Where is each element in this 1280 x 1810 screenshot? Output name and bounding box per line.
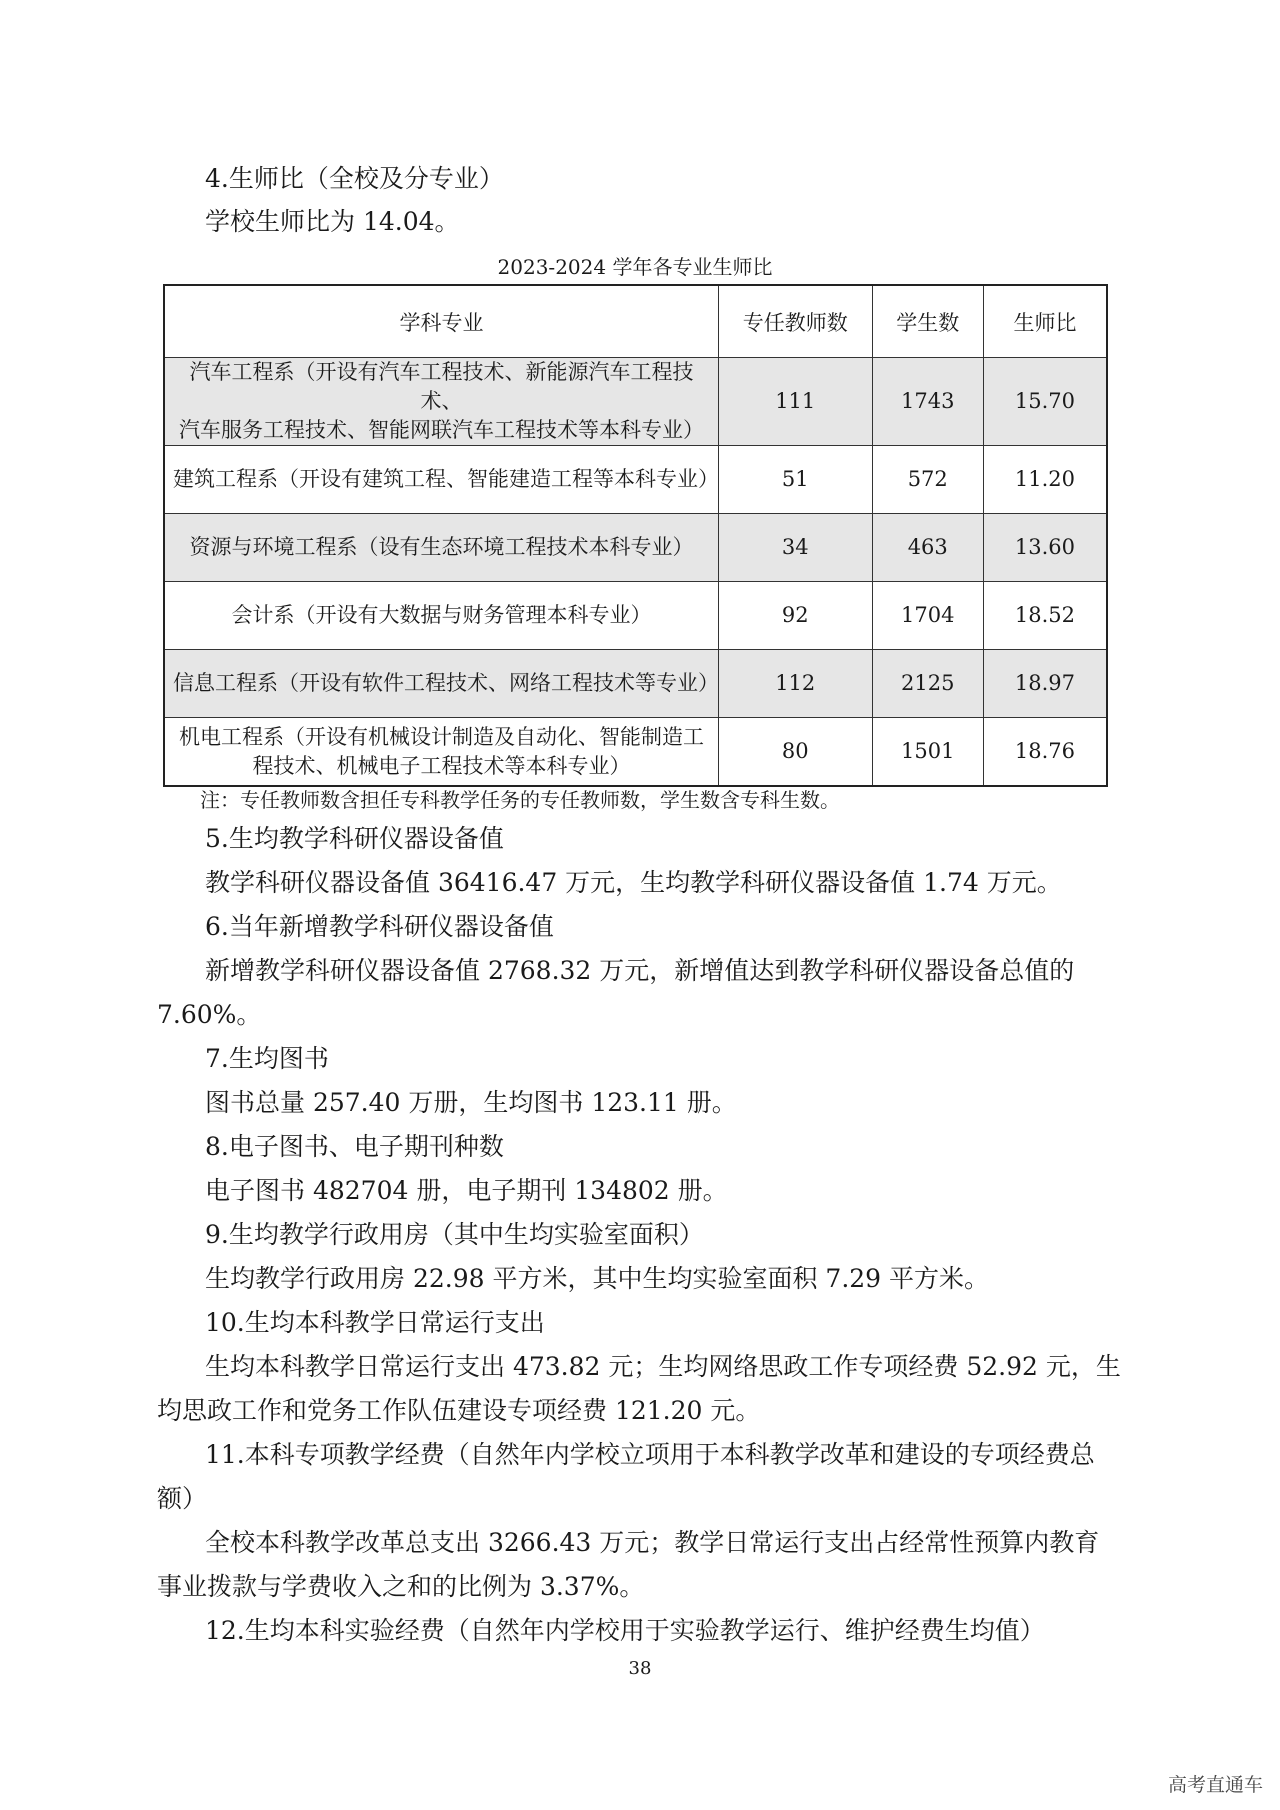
teachers-cell: 51: [718, 446, 872, 514]
ratio-cell: 13.60: [983, 514, 1107, 582]
section-heading-11-line-2: 额）: [157, 1484, 208, 1513]
table-caption: 2023-2024 学年各专业生师比: [497, 255, 773, 279]
student-teacher-ratio-table: [163, 284, 1108, 787]
teachers-cell: 80: [718, 718, 872, 787]
paragraph-9: 生均教学行政用房 22.98 平方米，其中生均实验室面积 7.29 平方米。: [205, 1264, 990, 1293]
ratio-cell: 18.97: [983, 650, 1107, 718]
students-cell: 1743: [872, 358, 983, 446]
students-cell: 2125: [872, 650, 983, 718]
teachers-cell: 92: [718, 582, 872, 650]
paragraph-6-line-1: 新增教学科研仪器设备值 2768.32 万元，新增值达到教学科研仪器设备总值的: [205, 956, 1075, 985]
paragraph-8: 电子图书 482704 册，电子期刊 134802 册。: [205, 1176, 728, 1205]
section-heading-5: 5.生均教学科研仪器设备值: [205, 824, 504, 853]
dept-line: 汽车服务工程技术、智能网联汽车工程技术等本科专业）: [178, 418, 704, 442]
dept-line: 信息工程系（开设有软件工程技术、网络工程技术等专业）: [173, 671, 719, 695]
ratio-cell: 18.76: [983, 718, 1107, 787]
dept-cell: [164, 650, 718, 718]
teachers-cell: 111: [718, 358, 872, 446]
watermark: 高考直通车: [1167, 1774, 1263, 1796]
page-number: 38: [628, 1658, 652, 1679]
dept-cell: [164, 358, 718, 446]
dept-line: 会计系（开设有大数据与财务管理本科专业）: [231, 603, 652, 627]
students-cell: 1501: [872, 718, 983, 787]
paragraph-5: 教学科研仪器设备值 36416.47 万元，生均教学科研仪器设备值 1.74 万元。: [205, 868, 1062, 897]
dept-cell: [164, 718, 718, 787]
teachers-cell: 34: [718, 514, 872, 582]
students-cell: 463: [872, 514, 983, 582]
header-teachers: 专任教师数: [718, 285, 872, 358]
students-cell: 1704: [872, 582, 983, 650]
section-heading-11-line-1: 11.本科专项教学经费（自然年内学校立项用于本科教学改革和建设的专项经费总: [205, 1440, 1095, 1469]
header-discipline: 学科专业: [164, 285, 718, 358]
paragraph-11-line-1: 全校本科教学改革总支出 3266.43 万元；教学日常运行支出占经常性预算内教育: [205, 1528, 1100, 1557]
dept-line: 建筑工程系（开设有建筑工程、智能建造工程等本科专业）: [173, 467, 719, 491]
table-row: [164, 718, 1107, 787]
students-cell: 572: [872, 446, 983, 514]
paragraph-11-line-2: 事业拨款与学费收入之和的比例为 3.37%。: [157, 1572, 645, 1601]
dept-cell: [164, 514, 718, 582]
dept-line: 程技术、机械电子工程技术等本科专业）: [252, 753, 631, 778]
ratio-cell: 18.52: [983, 582, 1107, 650]
paragraph-10-line-1: 生均本科教学日常运行支出 473.82 元；生均网络思政工作专项经费 52.92 元，生: [205, 1352, 1121, 1381]
section-heading-4: 4.生师比（全校及分专业）: [205, 164, 504, 193]
table-header-row: [164, 285, 1107, 358]
paragraph-6-line-2: 7.60%。: [157, 1000, 262, 1029]
paragraph-4: 学校生师比为 14.04。: [205, 207, 460, 236]
header-students: 学生数: [872, 285, 983, 358]
section-heading-10: 10.生均本科教学日常运行支出: [205, 1308, 545, 1337]
paragraph-10-line-2: 均思政工作和党务工作队伍建设专项经费 121.20 元。: [157, 1396, 761, 1425]
section-heading-12: 12.生均本科实验经费（自然年内学校用于实验教学运行、维护经费生均值）: [205, 1616, 1045, 1645]
header-ratio: 生师比: [983, 285, 1107, 358]
table-note: 注：专任教师数含担任专科教学任务的专任教师数，学生数含专科生数。: [200, 788, 840, 812]
ratio-cell: 11.20: [983, 446, 1107, 514]
table-row: [164, 650, 1107, 718]
table-row: [164, 582, 1107, 650]
dept-cell: [164, 582, 718, 650]
teachers-cell: 112: [718, 650, 872, 718]
dept-line: 机电工程系（开设有机械设计制造及自动化、智能制造工: [178, 724, 704, 749]
table-row: [164, 446, 1107, 514]
section-heading-7: 7.生均图书: [205, 1044, 329, 1073]
ratio-cell: 15.70: [983, 358, 1107, 446]
dept-cell: [164, 446, 718, 514]
section-heading-6: 6.当年新增教学科研仪器设备值: [205, 912, 554, 941]
section-heading-8: 8.电子图书、电子期刊种数: [205, 1132, 504, 1161]
dept-line: 汽车工程系（开设有汽车工程技术、新能源汽车工程技术、: [189, 360, 694, 413]
paragraph-7: 图书总量 257.40 万册，生均图书 123.11 册。: [205, 1088, 737, 1117]
dept-line: 资源与环境工程系（设有生态环境工程技术本科专业）: [189, 535, 694, 559]
table-row: [164, 358, 1107, 446]
table-row: [164, 514, 1107, 582]
section-heading-9: 9.生均教学行政用房（其中生均实验室面积）: [205, 1220, 704, 1249]
